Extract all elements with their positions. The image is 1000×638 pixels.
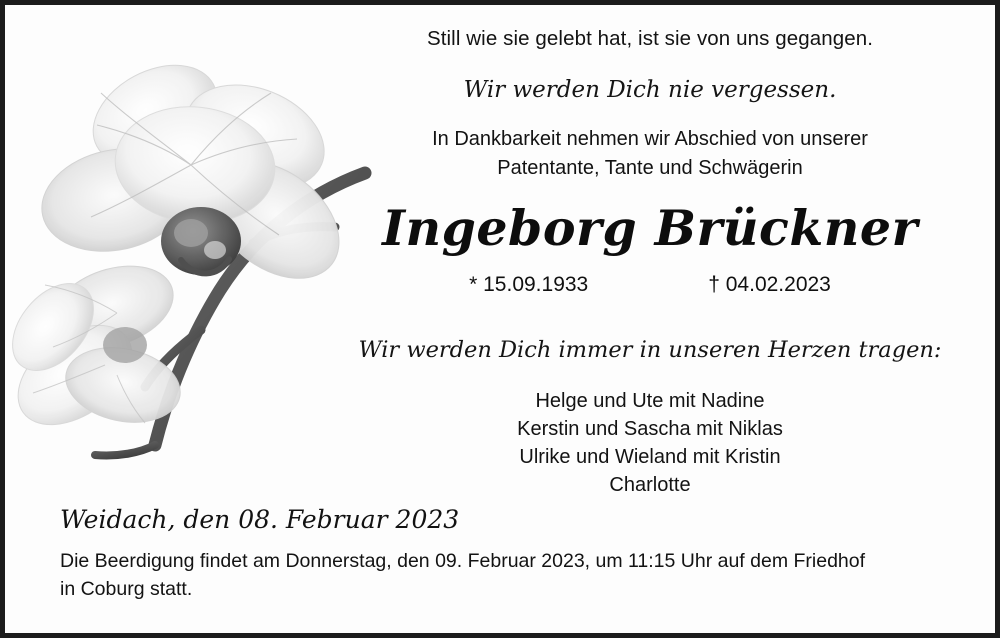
- card-inner: [5, 5, 995, 633]
- list-item: Helge und Ute mit Nadine: [535, 390, 765, 412]
- funeral-info: [60, 547, 960, 603]
- spacer: [335, 51, 965, 77]
- spacer: [335, 297, 965, 337]
- birth-date: * 15.09.1933: [469, 273, 589, 296]
- verse-line: Wir werden Dich nie vergessen.: [463, 77, 837, 103]
- spacer: [335, 183, 965, 199]
- deceased-name: Ingeborg Brückner: [382, 199, 918, 257]
- funeral-line-1: Die Beerdigung findet am Donnerstag, den 09. Februar 2023, um 11:15 Uhr auf dem Friedhof: [60, 550, 866, 572]
- death-date: † 04.02.2023: [708, 273, 831, 296]
- spacer: [335, 103, 965, 125]
- place-and-date: Weidach, den 08. Februar 2023: [60, 505, 460, 534]
- memory-line: Wir werden Dich immer in unseren Herzen tragen:: [358, 337, 942, 363]
- spacer: [335, 257, 965, 273]
- funeral-details: [60, 505, 960, 603]
- opening-line: Still wie sie gelebt hat, ist sie von uns gegangen.: [426, 27, 874, 50]
- notice-text-column: [335, 27, 965, 499]
- dedication-line-2: Patentante, Tante und Schwägerin: [497, 157, 803, 179]
- funeral-line-2: in Coburg statt.: [60, 578, 193, 600]
- spacer: [335, 363, 965, 387]
- list-item: Ulrike und Wieland mit Kristin: [519, 446, 781, 468]
- list-item: Kerstin und Sascha mit Niklas: [517, 418, 783, 440]
- list-item: Charlotte: [609, 474, 691, 496]
- life-dates: [335, 273, 965, 297]
- mourners-list: [335, 387, 965, 499]
- dedication-line-1: In Dankbarkeit nehmen wir Abschied von unserer: [432, 128, 868, 150]
